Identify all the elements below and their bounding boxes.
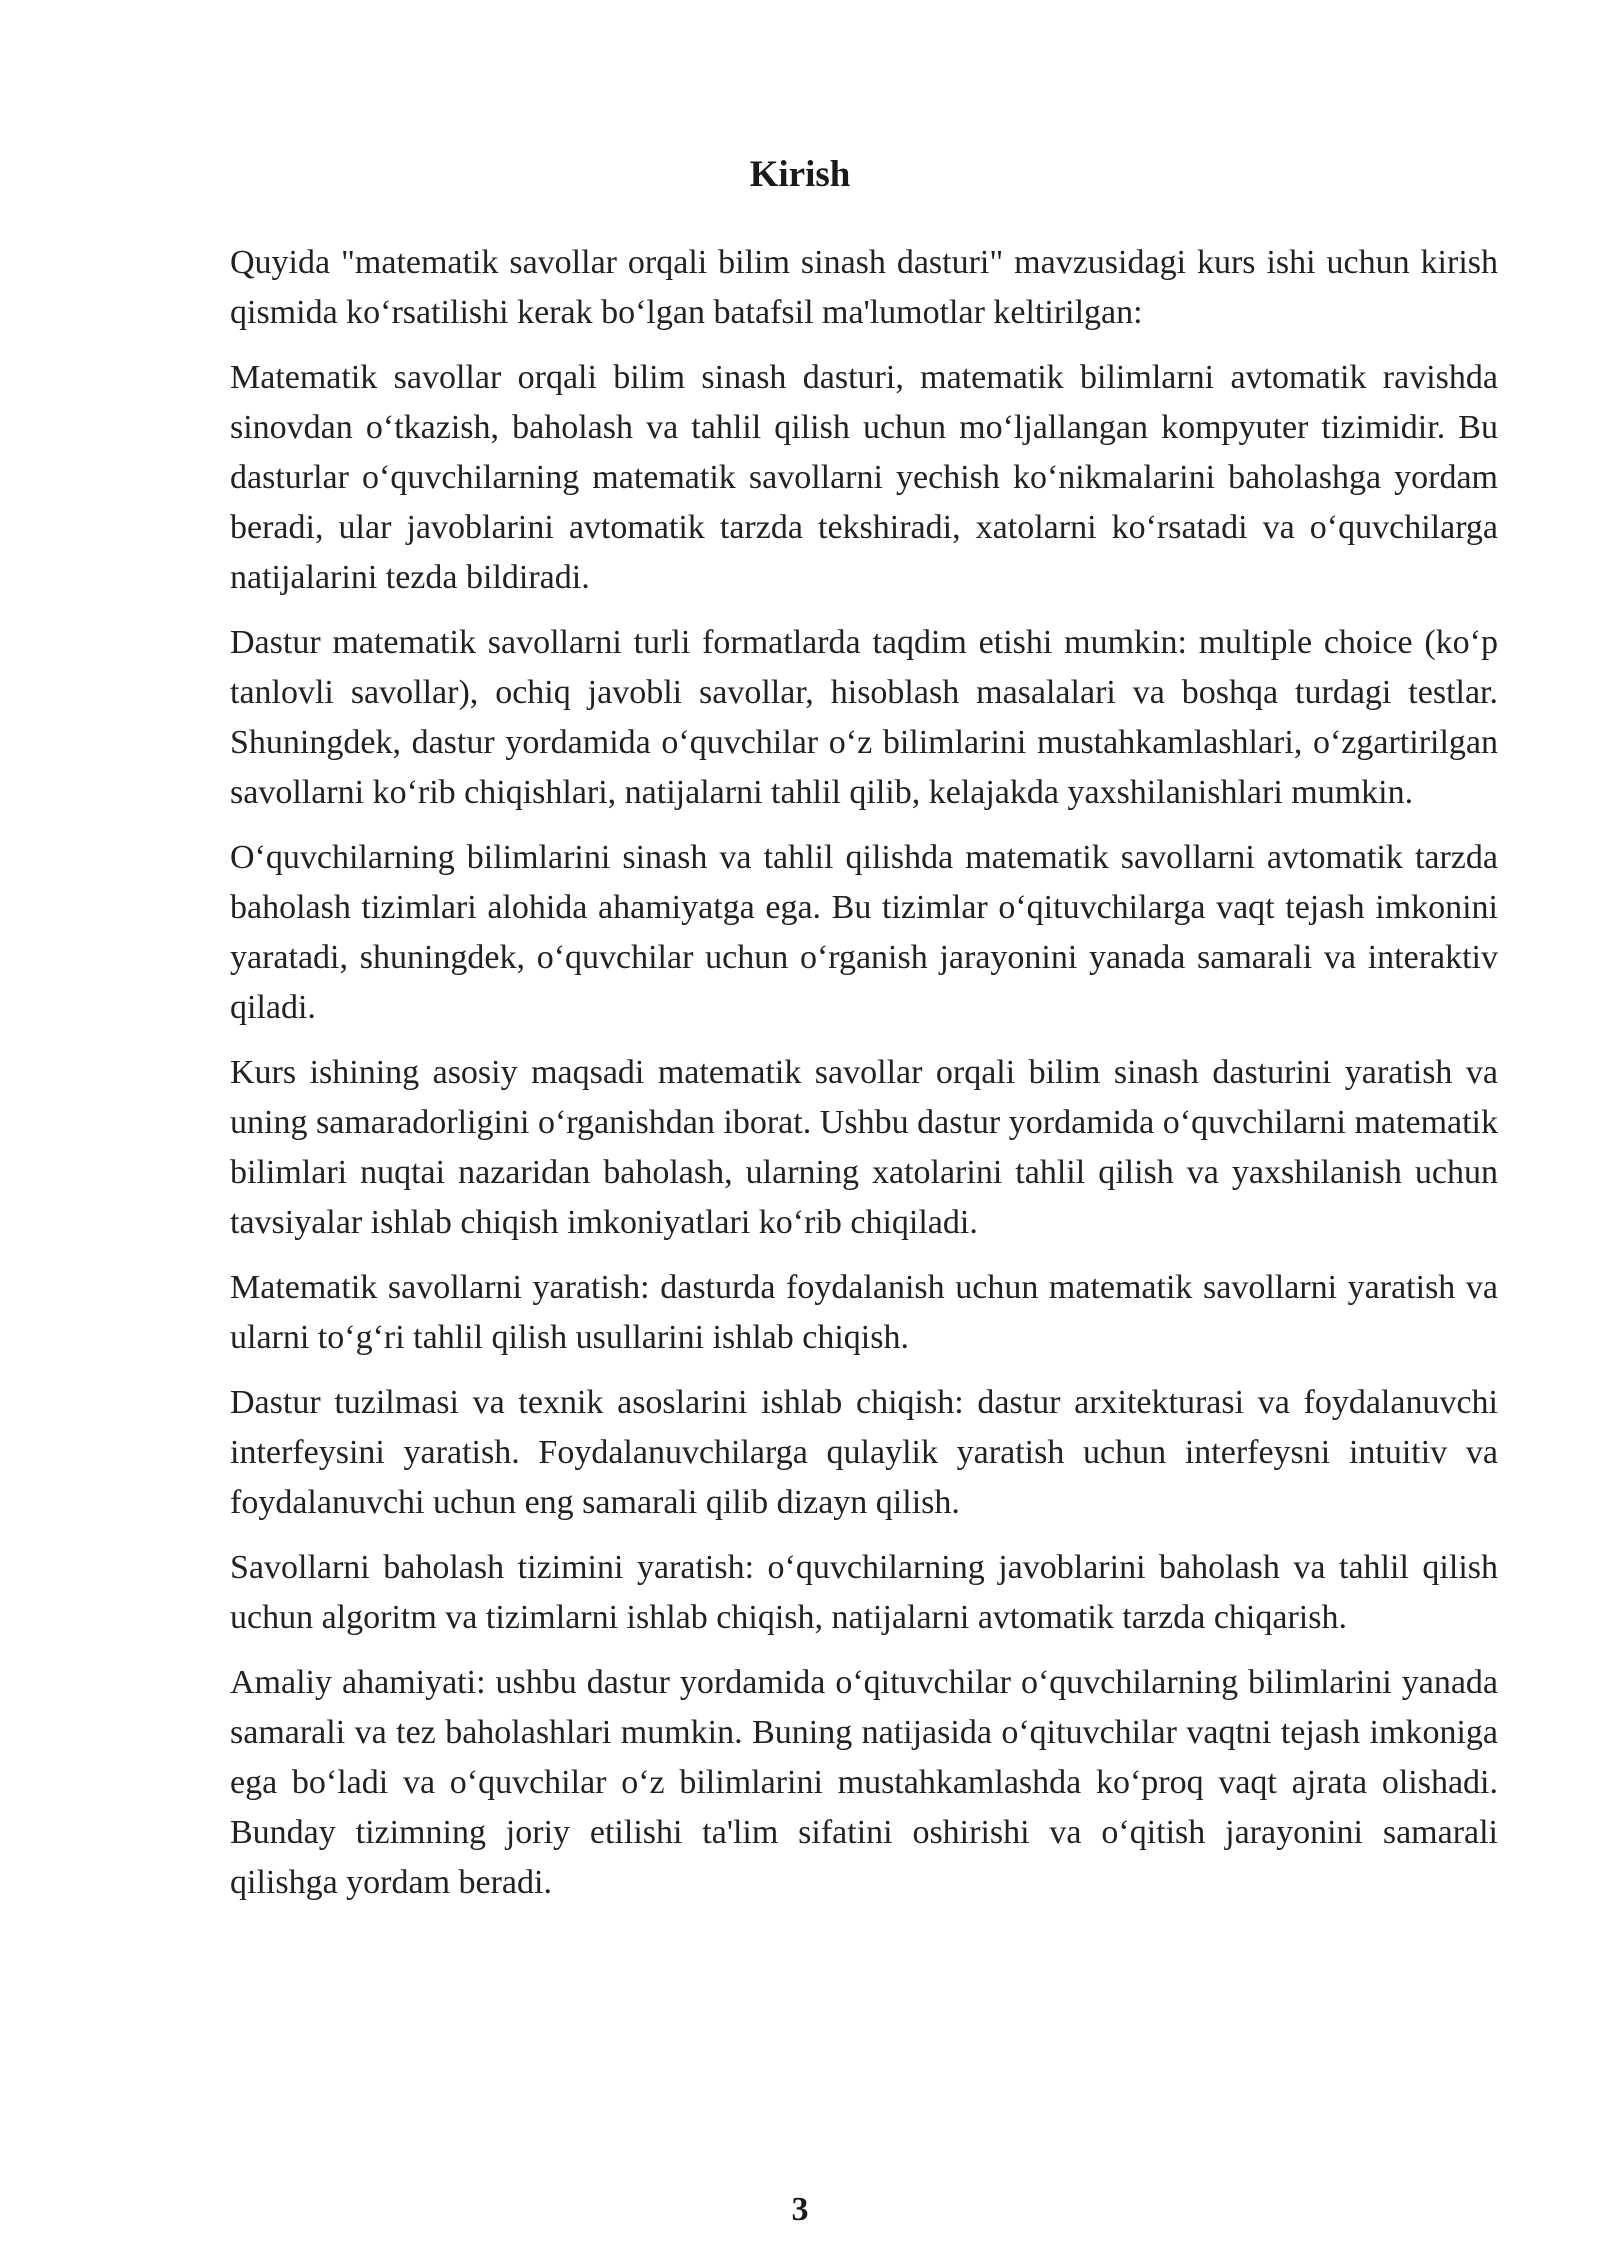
- paragraph: Oʻquvchilarning bilimlarini sinash va tahlil qilishda matematik savollarni avtomatik tarzda baholash tizimlari alohida ahamiyatga ega. Bu tizimlar oʻqituvchilarga vaqt tejash imkonini yaratadi, shuningdek, oʻquvchilar uchun oʻrganish jarayonini yanada samarali va interaktiv qiladi.: [230, 839, 1498, 1026]
- paragraph: Quyida "matematik savollar orqali bilim sinash dasturi" mavzusidagi kurs ishi uchun kirish qismida koʻrsatilishi kerak boʻlgan batafsil ma'lumotlar keltirilgan:: [230, 244, 1498, 331]
- document-body: [230, 238, 1498, 1923]
- paragraph: Amaliy ahamiyati: ushbu dastur yordamida oʻqituvchilar oʻquvchilarning bilimlarini yanada samarali va tez baholashlari mumkin. Buning natijasida oʻqituvchilar vaqtni tejash imkoniga ega boʻladi va oʻquvchilar oʻz bilimlarini mustahkamlashda koʻproq vaqt ajrata olishadi. Bunday tizimning joriy etilishi ta'lim sifatini oshirishi va oʻqitish jarayonini samarali qilishga yordam beradi.: [230, 1664, 1498, 1901]
- paragraph: Savollarni baholash tizimini yaratish: oʻquvchilarning javoblarini baholash va tahlil qilish uchun algoritm va tizimlarni ishlab chiqish, natijalarni avtomatik tarzda chiqarish.: [230, 1549, 1498, 1636]
- paragraph: Dastur tuzilmasi va texnik asoslarini ishlab chiqish: dastur arxitekturasi va foydalanuvchi interfeysini yaratish. Foydalanuvchilarga qulaylik yaratish uchun interfeysni intuitiv va foydalanuvchi uchun eng samarali qilib dizayn qilish.: [230, 1384, 1498, 1521]
- paragraph: Kurs ishining asosiy maqsadi matematik savollar orqali bilim sinash dasturini yaratish va uning samaradorligini oʻrganishdan iborat. Ushbu dastur yordamida oʻquvchilarni matematik bilimlari nuqtai nazaridan baholash, ularning xatolarini tahlil qilish va yaxshilanish uchun tavsiyalar ishlab chiqish imkoniyatlari koʻrib chiqiladi.: [230, 1054, 1498, 1241]
- paragraph: Matematik savollarni yaratish: dasturda foydalanish uchun matematik savollarni yaratish va ularni toʻgʻri tahlil qilish usullarini ishlab chiqish.: [230, 1269, 1498, 1356]
- paragraph: Matematik savollar orqali bilim sinash dasturi, matematik bilimlarni avtomatik ravishda sinovdan oʻtkazish, baholash va tahlil qilish uchun moʻljallangan kompyuter tizimidir. Bu dasturlar oʻquvchilarning matematik savollarni yechish koʻnikmalarini baholashga yordam beradi, ular javoblarini avtomatik tarzda tekshiradi, xatolarni koʻrsatadi va oʻquvchilarga natijalarini tezda bildiradi.: [230, 359, 1498, 596]
- paragraph: Dastur matematik savollarni turli formatlarda taqdim etishi mumkin: multiple choice (koʻp tanlovli savollar), ochiq javobli savollar, hisoblash masalalari va boshqa turdagi testlar. Shuningdek, dastur yordamida oʻquvchilar oʻz bilimlarini mustahkamlashlari, oʻzgartirilgan savollarni koʻrib chiqishlari, natijalarni tahlil qilib, kelajakda yaxshilanishlari mumkin.: [230, 624, 1498, 811]
- page-title: Kirish: [749, 154, 851, 195]
- page-number: 3: [791, 2191, 809, 2228]
